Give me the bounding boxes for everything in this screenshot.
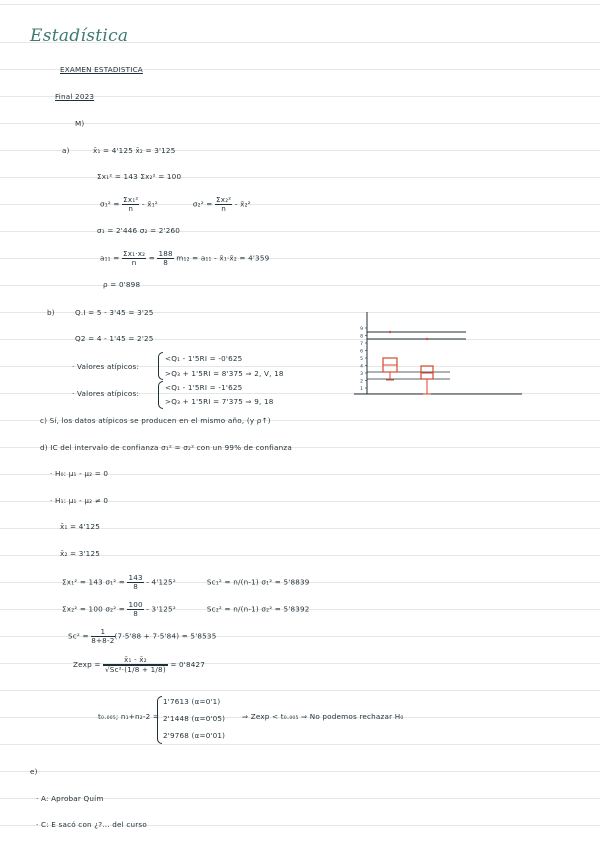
sp-suffix: (7·5'88 + 7·5'84) = 5'8535 — [114, 631, 217, 641]
cov-fraction-2 — [157, 250, 173, 267]
event-c-line: · C: E sacó con ¿?... del curso — [36, 820, 147, 829]
cov-mid: = — [146, 253, 158, 263]
s1-after: - 4'125² — [143, 577, 176, 587]
boxplot-ticks — [360, 326, 367, 392]
q2-line: Q2 = 4 - 1'45 = 2'25 — [75, 334, 154, 343]
boxplot-tick-label: 8 — [360, 334, 363, 340]
variance-values: σ₁ = 2'446 σ₂ = 2'260 — [97, 226, 181, 235]
part-d-line: d) IC del intervalo de confianza σ₁² = σ₂² con un 99% de confianza — [40, 443, 292, 452]
variance-formula — [100, 196, 251, 213]
boxplot-tick-label: 1 — [360, 387, 363, 392]
t-critical-label: t₀.₀₀₅; n₁+n₂-2 = — [98, 712, 160, 721]
z-frac — [103, 656, 168, 674]
cov-den: n — [131, 258, 137, 267]
sp-prefix: Sc² = — [68, 631, 92, 641]
boxplot-tick-label: 2 — [360, 379, 363, 385]
sum-squares-line: Σx₁² = 143 Σx₂² = 100 — [97, 172, 182, 181]
box-1-outlier — [389, 331, 391, 333]
s2-after: - 3'125² — [143, 604, 176, 614]
z-prefix: Zexp = — [73, 660, 104, 669]
subject-heading: EXAMEN ESTADISTICA — [60, 65, 143, 74]
s2-left: Σx₂² = 100 σ₂² = — [62, 604, 128, 614]
page-title: Estadística — [30, 26, 129, 46]
var1-fraction — [122, 196, 139, 213]
s1-frac-den: 8 — [133, 582, 139, 591]
part-a-label: a) — [62, 146, 70, 155]
outliers-2-label: · Valores atípicos: — [72, 389, 140, 398]
cov-num2: 188 — [158, 249, 173, 258]
cov-den2: 8 — [163, 258, 169, 267]
means-line: x̄₁ = 4'125 x̄₂ = 3'125 — [93, 146, 176, 155]
sp-frac-num: 1 — [91, 628, 114, 637]
cov-suffix: m₁₂ = a₁₁ - x̄₁·x̄₂ = 4'359 — [173, 253, 270, 263]
s2-frac — [127, 601, 143, 618]
boxplot-tick-label: 9 — [360, 327, 363, 332]
boxplot-tick-label: 3 — [360, 372, 363, 377]
outliers-2-low: <Q₁ - 1'5RI = -1'625 — [165, 383, 243, 392]
h1-line: · H₁: μ₁ - μ₂ ≠ 0 — [50, 496, 109, 505]
s2-frac-num: 100 — [128, 600, 143, 609]
outliers-1-high: >Q₃ + 1'5RI = 8'375 ⇒ 2, V, 18 — [165, 369, 284, 378]
sample-2-variance — [62, 601, 310, 618]
var2-den: n — [221, 204, 227, 213]
s1-frac — [127, 574, 143, 591]
z-statistic — [73, 656, 205, 674]
s2-right: Sc₂² = n/(n-1) σ₂² = 5'8392 — [206, 604, 310, 614]
outliers-2-brace — [158, 381, 163, 409]
mean-1-line: x̄₁ = 4'125 — [60, 522, 100, 531]
box-series-1 — [383, 331, 397, 380]
box-2-outlier — [426, 338, 428, 340]
boxplot-axes — [354, 312, 522, 394]
box-series-2 — [421, 338, 433, 394]
var1-suffix: - x̄₁² — [139, 199, 158, 209]
boxplot-sketch — [350, 308, 530, 402]
event-a-line: · A: Aprobar Quím — [36, 794, 104, 803]
sample-1-variance — [62, 574, 310, 591]
boxplot-reference-lines — [367, 332, 466, 379]
var2-suffix: - x̄₂² — [232, 199, 251, 209]
boxplot-tick-label: 7 — [360, 342, 363, 347]
t-conclusion: ⇒ Zexp < t₀.₀₀₅ ⇒ No podemos rechazar H₀ — [242, 712, 404, 721]
s2-frac-den: 8 — [133, 609, 139, 618]
part-e-label: e) — [30, 767, 38, 776]
boxplot-tick-label: 5 — [360, 357, 363, 362]
sp-frac-den: 8+8-2 — [91, 636, 115, 645]
var2-num: Σx₂² — [216, 195, 232, 204]
t-critical-c: 2'9768 (α=0'01) — [163, 731, 226, 740]
pooled-variance — [68, 628, 216, 645]
t-critical-b: 2'1448 (α=0'05) — [163, 714, 226, 723]
outliers-1-brace — [158, 352, 163, 380]
q1-line: Q.I = 5 - 3'45 = 3'25 — [75, 308, 154, 317]
var1-den: n — [128, 204, 134, 213]
problem-label: M) — [75, 119, 85, 128]
z-den: √Sc²·(1/8 + 1/8) — [105, 665, 166, 674]
rho-line: ρ = 0'898 — [103, 280, 141, 289]
cov-prefix: a₁₁ = — [100, 253, 122, 263]
z-num: x̄₁ - x̄₂ — [103, 656, 168, 665]
s1-right: Sc₁² = n/(n-1) σ₁² = 5'8839 — [206, 577, 310, 587]
z-suffix: = 0'8427 — [167, 660, 206, 669]
t-critical-brace — [157, 696, 162, 744]
var2-prefix: σ₂² = — [192, 199, 215, 209]
outliers-2-high: >Q₃ + 1'5RI = 7'375 ⇒ 9, 18 — [165, 397, 274, 406]
part-c-line: c) Sí, los datos atípicos se producen en el mismo año, (y ρ↑) — [40, 416, 271, 425]
boxplot-tick-label: 6 — [360, 349, 363, 355]
s1-left: Σx₁² = 143 σ₁² = — [62, 577, 128, 587]
cov-fraction — [122, 250, 146, 267]
part-b-label: b) — [47, 308, 55, 317]
outliers-1-low: <Q₁ - 1'5RI = -0'625 — [165, 354, 243, 363]
t-critical-a: 1'7613 (α=0'1) — [163, 697, 221, 706]
h0-line: · H₀: μ₁ - μ₂ = 0 — [50, 469, 109, 478]
var2-fraction — [215, 196, 232, 213]
cov-num: Σx₁·x₂ — [122, 249, 146, 258]
mean-2-line: x̄₂ = 3'125 — [60, 549, 100, 558]
exam-heading: Final 2023 — [55, 92, 95, 101]
covariance-line — [100, 250, 269, 267]
outliers-1-label: · Valores atípicos: — [72, 362, 140, 371]
var1-num: Σx₁² — [123, 195, 139, 204]
sp-frac — [91, 628, 114, 645]
var1-prefix: σ₁² = — [100, 199, 123, 209]
s1-frac-num: 143 — [128, 573, 143, 582]
boxplot-tick-label: 4 — [360, 364, 363, 370]
